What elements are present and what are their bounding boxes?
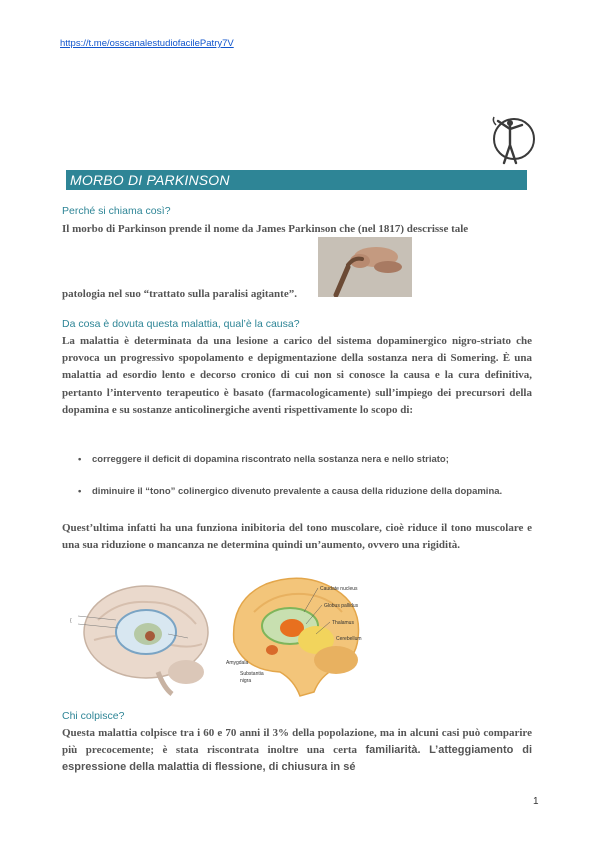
bullet-icon: •	[78, 454, 82, 465]
label-globus: Globus pallidus	[324, 603, 359, 609]
section3-emph2: L’atteggiamento di espressione della malattia di flessione, di chiusura in sé	[62, 744, 532, 774]
label-thalamus: Thalamus	[332, 620, 354, 626]
label-cerebellum: Cerebellum	[336, 636, 362, 642]
section-heading-cause: Da cosa è dovuta questa malattia, qual’è la causa?	[62, 318, 300, 330]
section1-line1: Il morbo di Parkinson prende il nome da James Parkinson che (nel 1817) descrisse tale	[62, 223, 469, 235]
label-substantia: Substantia	[240, 671, 264, 677]
list-item-text: correggere il deficit di dopamina riscontrato nella sostanza nera e nello striato;	[92, 454, 449, 465]
bullet-list	[78, 452, 532, 512]
section2-paragraph: La malattia è determinata da una lesione a carico del sistema dopaminergico nigro-striato che provoca un progressivo spopolamento e depigmentazione della sostanza nera di Somering. È una malattia ad esordio lento e decorso cronico di cui non si conosce la causa e la cura definitiva, pertanto l’intervento terapeutico è basato (farmacologicamente) sull’impiego dei precursori della dopamina e su sostanze anticolinergiche aventi rispettivamente lo scopo di:	[62, 335, 532, 416]
brain-diagram-right	[224, 572, 386, 700]
section3-paragraph	[62, 725, 532, 777]
header-link[interactable]: https://t.me/osscanalestudiofacilePatry7V	[60, 38, 234, 49]
section3-text: Questa malattia colpisce tra i 60 e 70 anni il 3% della popolazione, ma in alcuni casi può comparire più precocemente; è stata riscontrata inoltre una certa	[62, 727, 532, 757]
list-item-text: diminuire il “tono” colinergico divenuto prevalente a causa della riduzione della dopamina.	[92, 486, 503, 497]
label-caudate: Caudate nucleus	[320, 586, 358, 592]
hand-with-cane-photo	[318, 237, 412, 297]
label-amygdala: Amygdala	[226, 660, 249, 666]
section1-line2: patologia nel suo “trattato sulla paralisi agitante”.	[62, 288, 297, 300]
section-heading-why-name: Perché si chiama così?	[62, 205, 171, 217]
bullet-icon: •	[78, 486, 82, 497]
page-title: MORBO DI PARKINSON	[70, 172, 230, 188]
section3-emph1: familiarità.	[365, 744, 421, 757]
page-number: 1	[533, 796, 539, 807]
brain-diagram-left	[68, 580, 216, 700]
logo-icon	[488, 115, 536, 170]
label-nigra: nigra	[240, 678, 252, 684]
svg-text:{: {	[70, 618, 72, 624]
section-heading-who: Chi colpisce?	[62, 710, 125, 722]
section2-paragraph2: Quest’ultima infatti ha una funziona inibitoria del tono muscolare, cioè riduce il tono muscolare e una sua riduzione o mancanza ne determina quindi un’aumento, ovvero una rigidità.	[62, 522, 532, 552]
